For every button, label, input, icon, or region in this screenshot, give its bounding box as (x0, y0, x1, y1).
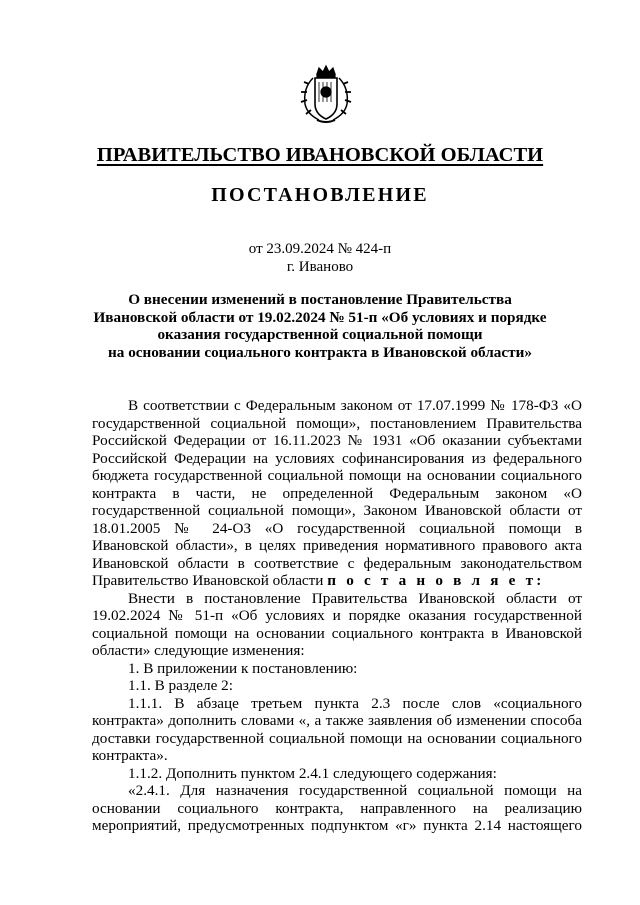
title-line: О внесении изменений в постановление Правительства (128, 291, 512, 308)
resolves-keyword: п о с т а н о в л я е т: (327, 572, 545, 589)
document-title (0, 291, 640, 361)
paragraph: 1.1.2. Дополнить пунктом 2.4.1 следующего содержания: (128, 764, 497, 782)
document-type: ПОСТАНОВЛЕНИЕ (211, 184, 429, 206)
coat-of-arms-emblem (297, 64, 355, 124)
document-body (92, 397, 582, 835)
paragraph: 1.1. В разделе 2: (128, 677, 233, 694)
date-block (0, 240, 640, 276)
title-line: на основании социального контракта в Ивановской области» (108, 343, 532, 361)
preamble-paragraph (92, 397, 582, 590)
paragraph: 1. В приложении к постановлению: (128, 659, 358, 677)
date-number: от 23.09.2024 № 424-п (248, 241, 392, 257)
city: г. Иваново (286, 259, 354, 275)
preamble-text: В соответствии с Федеральным законом от 17.07.1999 № 178-ФЗ «О государственной социальной помощи», постановлением Правительства Российской Федерации от 16.11.2023 № 1931 «Об оказании субъектами Российской Федерации на условиях софинансирования из федерального бюджета государственной социальной помощи на основании социального контракта в части, не определенной Федеральным законом «О государственной социальной помощи», Законом Ивановской области от 18.01.2005 № 24-ОЗ «О государственной социальной помощи в Ивановской области», в целях приведения нормативного правового акта Ивановской области в соответствие с федеральным законодательством Правительство Ивановской области (92, 397, 582, 589)
paragraph: «2.4.1. Для назначения государственной социальной помощи на основании социального контракта, направленного на реализацию мероприятий, предусмотренных подпунктом «г» пункта 2.14 настоящего (92, 782, 582, 834)
title-line: Ивановской области от 19.02.2024 № 51-п «Об условиях и порядке (93, 308, 547, 326)
paragraph: 1.1.1. В абзаце третьем пункта 2.3 после слов «социального контракта» дополнить словами «, а также заявления об изменении способа доставки государственной социальной помощи на основании социального контракта». (92, 694, 582, 764)
paragraph: Внести в постановление Правительства Ивановской области от 19.02.2024 № 51-п «Об условиях и порядке оказания государственной социальной помощи на основании социального контракта в Ивановской области» следующие изменения: (92, 589, 582, 659)
title-line: оказания государственной социальной помощи (157, 326, 483, 344)
government-name: ПРАВИТЕЛЬСТВО ИВАНОВСКОЙ ОБЛАСТИ (96, 144, 544, 166)
